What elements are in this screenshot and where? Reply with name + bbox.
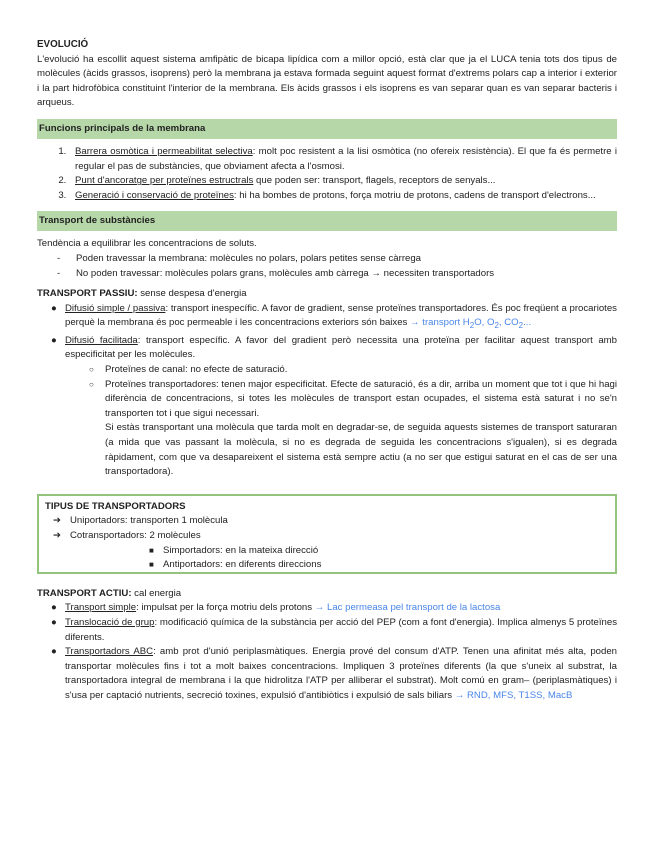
simportadors-item	[45, 544, 609, 559]
term-abc: Transportadors ABC	[65, 646, 154, 658]
term-difusio-simple: Difusió simple / passiva	[65, 302, 166, 314]
cotransportadors-item	[45, 529, 609, 544]
square-bullet-icon: ■	[149, 560, 154, 570]
item-text: Si estàs transportant una molècula que tarda molt en degradar-se, de seguida aquests sistemes de transport saturaran (a mida que vas passant la molècula, si no es degrada de seguida les concentracions s'igualen), si es degrada ràpidament, com que va desapareixent el sistema està sempre actiu (a no ser que estigui saturat en el cas de ser una transportadora).	[105, 422, 617, 478]
list-item	[57, 267, 617, 282]
uniportadors-item	[45, 514, 609, 529]
item-text: : amb prot d'unió periplasmàtiques. Energia prové del consum d'ATP. Tenen una afinitat més alta, poden transportar molècules fins i tot a molt baixes concentracions. Impliquen 3 proteïnes diferents (la que s'uneix al substrat, la transportadora integral de membrana i la que hidrolitza l'ATP per alliberar el substrat). Molt comú en gram– (periplasmàtiques) i s'usa per captació nutrients, secreció toxines, expulsió d'antibiòtics i expulsió de sals biliars	[65, 646, 618, 701]
bullet-marker: ●	[51, 334, 57, 346]
passiu-label: TRANSPORT PASSIU:	[37, 288, 138, 300]
item-text: Cotransportadors: 2 molècules	[70, 529, 201, 541]
passiu-desc: sense despesa d'energia	[137, 288, 247, 300]
term-generacio: Generació i conservació de proteïnes	[75, 189, 234, 201]
term-translocacio: Translocació de grup	[65, 616, 155, 628]
lac-permeasa-link[interactable]: → Lac permeasa pel transport de la lactosa	[312, 602, 501, 614]
circle-marker: ○	[89, 365, 94, 374]
passiu-list	[37, 302, 617, 480]
item-text: : molt poc resistent a la lisi osmòtica (no ofereix resistència). El que fa és permetre i regular el pas de substàncies, que obviament afecta a l'osmosi.	[75, 145, 617, 172]
bullet-marker: ●	[51, 616, 57, 628]
link-text: ...	[523, 317, 532, 329]
list-item	[51, 334, 617, 480]
bullet-marker: ●	[51, 602, 57, 614]
subscript: 2	[469, 321, 475, 331]
term-transport-simple: Transport simple	[65, 602, 137, 614]
funcions-list	[37, 145, 617, 203]
item-text: que poden ser: transport, flagels, receptors de senyals...	[253, 175, 496, 187]
actiu-label: TRANSPORT ACTIU:	[37, 587, 132, 599]
tipus-title: TIPUS DE TRANSPORTADORS	[45, 500, 186, 512]
bullet-marker: ●	[51, 646, 57, 658]
list-item	[69, 189, 617, 204]
bullet-marker: ●	[51, 302, 57, 314]
link-text: , CO	[498, 317, 519, 329]
circle-marker: ○	[89, 379, 94, 389]
item-text: : modificació química de la substància per acció del PEP (com a font d'energia). Implica almenys 5 proteïnes diferents.	[65, 616, 618, 643]
actiu-heading	[37, 587, 617, 602]
term-punt: Punt d'ancoratge per proteïnes estructrals	[75, 175, 254, 187]
evolucio-paragraph: L'evolució ha escollit aquest sistema amfipàtic de bicapa lipídica com a millor opció, està clar que ja el LUCA tenia tots dos tipus de molècules (àcids grassos, isoprens) però la membrana ja estava formada seguint aquest format d'extrems polars cap a interior i exterior i la part hidrofòbica constituint l'interior de la membrana. Els àcids grassos i els isoprens es van separar quan es van separar bacteris i arqueus.	[37, 53, 617, 109]
item-text: Uniportadors: transporten 1 molècula	[70, 515, 228, 527]
actiu-list	[37, 601, 617, 703]
term-difusio-facilitada: Difusió facilitada	[65, 334, 138, 346]
sublist-item	[89, 378, 617, 480]
arrow-icon: ➔	[53, 515, 62, 527]
abc-link[interactable]: → RND, MFS, T1SS, MacB	[452, 689, 573, 701]
passiu-heading	[37, 287, 617, 302]
list-item	[51, 616, 617, 645]
item-text: Antiportadors: en diferents direccions	[163, 559, 322, 571]
antiportadors-item	[45, 558, 609, 573]
dash-marker: -	[57, 267, 61, 279]
list-item	[51, 601, 617, 616]
list-item	[51, 645, 617, 703]
link-text: → transport H	[407, 317, 470, 329]
facilitada-sublist	[65, 363, 617, 480]
list-item	[69, 145, 617, 174]
item-text: No poden travessar: molècules polars grans, molècules amb càrrega → necessiten transportadors	[76, 267, 495, 279]
tipus-transportadors-box	[37, 494, 617, 574]
evolucio-title: EVOLUCIÓ	[37, 39, 89, 50]
section-bar-transport: Transport de substàncies	[37, 211, 617, 231]
item-text: Proteïnes transportadores: tenen major especificitat. Efecte de saturació, és a dir, arriba un moment que tot i que hi hagi diferència de concentracions, si totes les molècules de transport estan ocupades, el sistema està saturat i no se'n transporten tot i que sigui necessari.	[105, 378, 617, 419]
item-text: : impulsat per la força motriu dels protons	[136, 602, 313, 614]
dash-marker: -	[57, 252, 61, 264]
actiu-desc: cal energia	[131, 587, 182, 599]
simple-link[interactable]	[407, 317, 532, 331]
item-text: Poden travessar la membrana: molècules no polars, polars petites sense càrrega	[76, 252, 422, 264]
list-item	[69, 174, 617, 189]
subscript: 2	[494, 321, 499, 331]
transport-intro: Tendència a equilibrar les concentracions de soluts.	[37, 238, 257, 250]
item-text: Proteïnes de canal: no efecte de saturació.	[105, 364, 288, 375]
subscript: 2	[518, 321, 524, 331]
term-barrera: Barrera osmòtica i permeabilitat selectiva	[75, 145, 253, 157]
section-bar-funcions: Funcions principals de la membrana	[37, 119, 617, 139]
item-text: : hi ha bombes de protons, força motriu de protons, cadens de transport d'electrons...	[233, 189, 596, 201]
arrow-icon: ➔	[53, 529, 62, 541]
sublist-item	[89, 363, 617, 378]
list-item	[57, 252, 617, 267]
link-text: O, O	[474, 317, 495, 329]
square-bullet-icon: ■	[149, 545, 154, 555]
list-item	[51, 302, 617, 334]
transport-dash-list	[37, 252, 617, 281]
item-text: : transport inespecífic. A favor de gradient, sense proteïnes transportadores. És poc freqüent a procariotes perquè la membrana és poc permeable i les concentracions exteriors són baixes	[65, 302, 617, 329]
item-text: : transport específic. A favor del gradient però necessita una proteïna per facilitar aquest transport amb especificitat per les molècules.	[65, 334, 617, 361]
document-page	[37, 38, 617, 704]
item-text: Simportadors: en la mateixa direcció	[163, 544, 319, 556]
